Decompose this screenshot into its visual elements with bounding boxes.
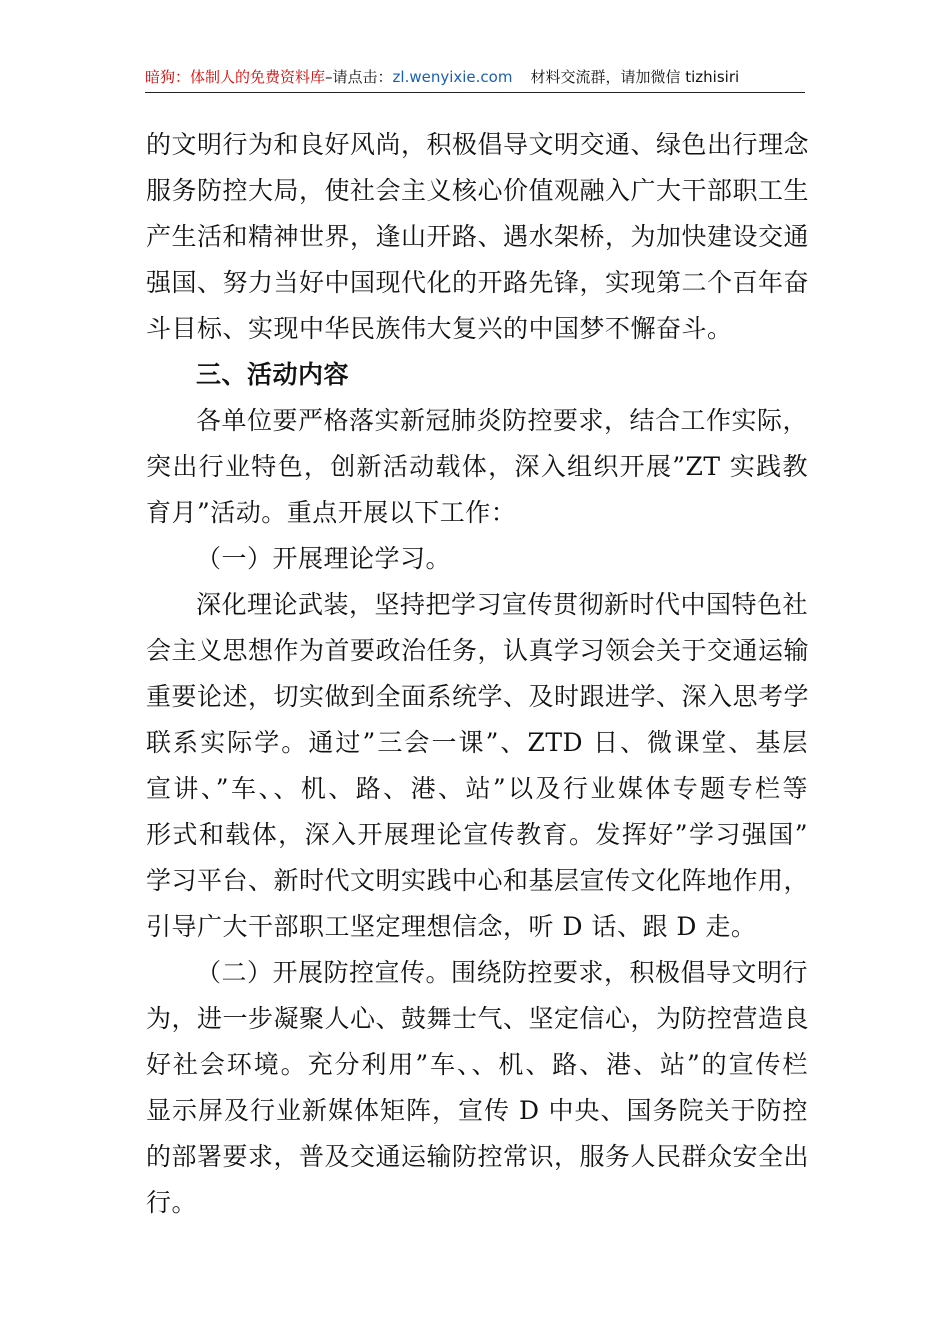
header-url-link[interactable]: zl.wenyixie.com [392, 68, 513, 86]
paragraph-line: 显示屏及行业新媒体矩阵，宣传 D 中央、国务院关于防控 [146, 1096, 808, 1125]
paragraph-line: 斗目标、实现中华民族伟大复兴的中国梦不懈奋斗。 [146, 314, 733, 343]
subsection-heading: （一）开展理论学习。 [196, 544, 452, 573]
paragraph-line: 深化理论武装，坚持把学习宣传贯彻新时代中国特色社 [196, 590, 809, 619]
page-header [145, 62, 805, 93]
header-site-name: 暗狗：体制人的免费资料库 [145, 68, 326, 86]
header-wechat-note: 材料交流群，请加微信 tizhisiri [530, 68, 740, 86]
paragraph-line: 宣讲、”车、、机、路、港、站”以及行业媒体专题专栏等 [146, 774, 808, 803]
paragraph-line: 行。 [146, 1188, 198, 1217]
paragraph-line: 各单位要严格落实新冠肺炎防控要求，结合工作实际， [196, 406, 809, 435]
paragraph-line: 联系实际学。通过”三会一课”、ZTD 日、微课堂、基层 [146, 728, 808, 757]
paragraph-line: 育月”活动。重点开展以下工作： [146, 498, 517, 527]
paragraph-line: 强国、努力当好中国现代化的开路先锋，实现第二个百年奋 [146, 268, 810, 297]
paragraph-line: 引导广大干部职工坚定理想信念，听 D 话、跟 D 走。 [146, 912, 757, 941]
section-heading: 三、活动内容 [196, 360, 350, 389]
paragraph-line: 重要论述，切实做到全面系统学、及时跟进学、深入思考学 [146, 682, 810, 711]
paragraph-line: 好社会环境。充分利用”车、、机、路、港、站”的宣传栏 [146, 1050, 808, 1079]
paragraph-line: 的文明行为和良好风尚，积极倡导文明交通、绿色出行理念 [146, 130, 810, 159]
paragraph-line: 形式和载体，深入开展理论宣传教育。发挥好”学习强国” [146, 820, 808, 849]
paragraph-line: 学习平台、新时代文明实践中心和基层宣传文化阵地作用， [146, 866, 810, 895]
paragraph-line: 产生活和精神世界，逢山开路、遇水架桥，为加快建设交通 [146, 222, 810, 251]
header-click-prompt: –请点击： [325, 68, 393, 86]
paragraph-line: 为，进一步凝聚人心、鼓舞士气、坚定信心，为防控营造良 [146, 1004, 810, 1033]
subsection-paragraph-line: （二）开展防控宣传。围绕防控要求，积极倡导文明行 [196, 958, 809, 987]
paragraph-line: 突出行业特色，创新活动载体，深入组织开展”ZT 实践教 [146, 452, 808, 481]
document-body [146, 122, 808, 1226]
paragraph-line: 服务防控大局，使社会主义核心价值观融入广大干部职工生 [146, 176, 810, 205]
paragraph-line: 会主义思想作为首要政治任务，认真学习领会关于交通运输 [146, 636, 810, 665]
paragraph-line: 的部署要求，普及交通运输防控常识，服务人民群众安全出 [146, 1142, 810, 1171]
